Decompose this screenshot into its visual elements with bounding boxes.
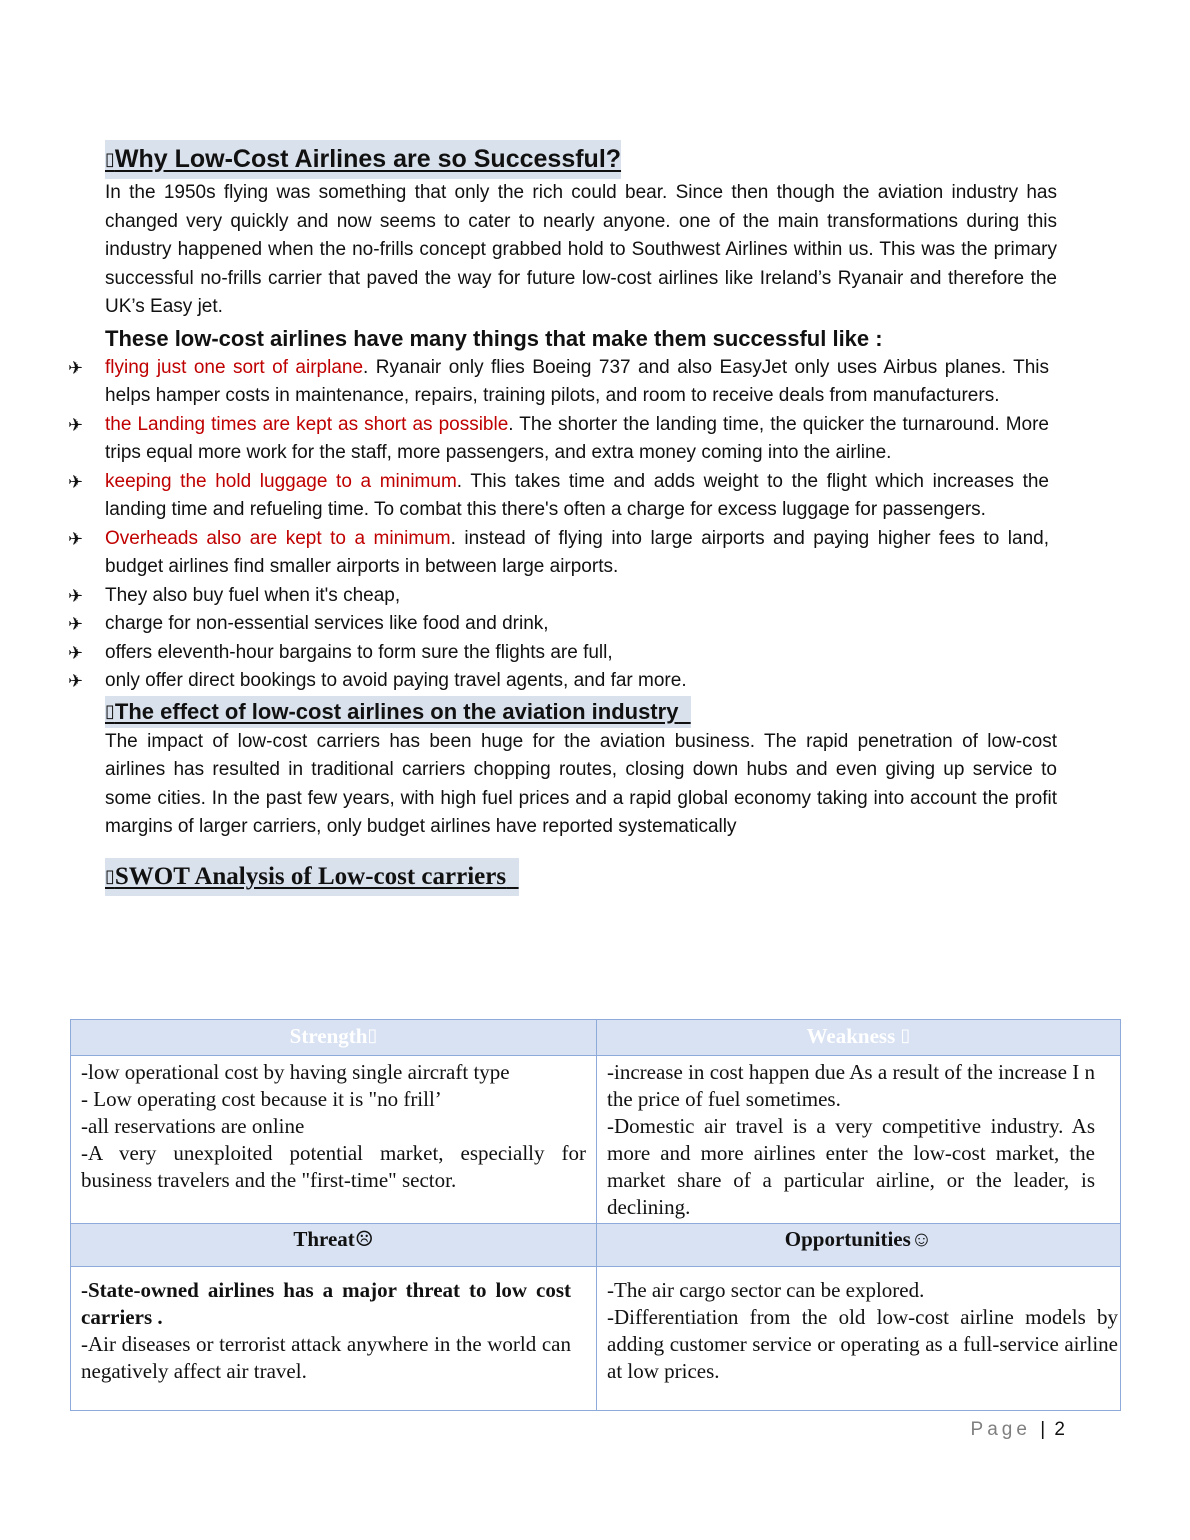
section-heading-text: The effect of low-cost airlines on the aviation industry [114, 698, 679, 724]
weakness-cell [597, 1056, 1121, 1224]
airplane-bullet-icon: ✈ [68, 614, 84, 634]
missing-glyph-icon: ▯ [105, 865, 115, 887]
strength-line: -all reservations are online [81, 1114, 305, 1138]
opportunities-header: Opportunities☺ [784, 1227, 933, 1251]
list-item [68, 639, 1049, 668]
bullet-text: They also buy fuel when it's cheap, [105, 584, 401, 606]
strength-line: - Low operating cost because it is "no frill’ [81, 1087, 442, 1111]
weakness-header: Weakness [806, 1024, 901, 1048]
threat-line-bold: -State-owned airlines has a major threat to low cost carriers . [81, 1278, 571, 1329]
opportunities-header-cell [597, 1224, 1121, 1267]
missing-glyph-icon: ▯ [900, 1025, 911, 1046]
page-number: 2 [1054, 1419, 1065, 1440]
list-item [68, 582, 1049, 611]
threat-header: Threat☹ [293, 1227, 374, 1251]
threat-header-cell [71, 1224, 597, 1267]
list-item [68, 525, 1049, 582]
bullet-text: . The shorter the landing time, the quicker the turnaround. More trips equal more work for the staff, more passengers, and extra money coming into the airline. [105, 413, 1049, 463]
airplane-bullet-icon: ✈ [68, 642, 84, 663]
bullet-text: offers eleventh-hour bargains to form sure the flights are full, [105, 641, 613, 663]
airplane-bullet-icon: ✈ [68, 471, 84, 492]
threat-cell [71, 1267, 597, 1411]
section-heading-why-successful [105, 140, 621, 179]
airplane-bullet-icon: ✈ [68, 671, 84, 691]
opportunity-line: -The air cargo sector can be explored. [607, 1278, 925, 1302]
opportunities-cell [597, 1267, 1121, 1411]
airplane-bullet-icon: ✈ [68, 357, 84, 378]
bullet-highlight: the Landing times are kept as short as possible [105, 413, 509, 435]
airplane-bullet-icon: ✈ [68, 528, 84, 549]
list-item [68, 411, 1049, 468]
bullet-highlight: keeping the hold luggage to a minimum [105, 470, 457, 492]
bullet-text: . Ryanair only flies Boeing 737 and also EasyJet only uses Airbus planes. This helps hamper costs in maintenance, repairs, training pilots, and room to receive deals from manufacturers. [105, 356, 1050, 406]
bullet-text: . instead of flying into large airports and paying higher fees to land, budget airlines find smaller airports in between large airports. [105, 527, 1049, 577]
effect-paragraph: The impact of low-cost carriers has been huge for the aviation business. The rapid penetration of low-cost airlines has resulted in traditional carriers chopping routes, closing down hubs and even giving up service to some cities. In the past few years, with high fuel prices and a rapid global economy taking into account the profit margins of larger carriers, only budget airlines have reported systematically [105, 730, 1057, 837]
list-item [68, 667, 1049, 696]
strength-header: Strength [289, 1024, 368, 1048]
missing-glyph-icon: ▯ [367, 1025, 378, 1046]
weakness-line: -Domestic air travel is a very competitive industry. As more and more airlines enter the low-cost market, the market share of a particular airline, or the leader, is declining. [607, 1114, 1095, 1219]
bullet-text: only offer direct bookings to avoid paying travel agents, and far more. [105, 670, 687, 691]
section-heading-effect [105, 696, 691, 728]
bullet-text: charge for non-essential services like food and drink, [105, 613, 549, 634]
strength-cell [71, 1056, 597, 1224]
page-content [68, 140, 1057, 896]
weakness-line: -increase in cost happen due As a result of the increase I n the price of fuel sometimes. [607, 1060, 1095, 1111]
page-footer [971, 1419, 1065, 1441]
success-factors-list [68, 354, 1050, 696]
page-separator: | [1040, 1419, 1046, 1440]
bullet-highlight: flying just one sort of airplane [105, 356, 364, 378]
list-item [68, 354, 1050, 411]
swot-table [70, 1019, 1121, 1411]
missing-glyph-icon: ▯ [105, 149, 115, 170]
bullet-highlight: Overheads also are kept to a minimum [105, 527, 451, 549]
intro-paragraph: In the 1950s flying was something that only the rich could bear. Since then though the aviation industry has changed very quickly and now seems to cater to nearly anyone. one of the main transformations during this industry happened when the no-frills concept grabbed hold to Southwest Airlines within us. This was the primary successful no-frills carrier that paved the way for future low-cost airlines like Ireland’s Ryanair and therefore the UK’s Easy jet. [105, 182, 1057, 317]
list-item [68, 468, 1049, 525]
list-item [68, 610, 1049, 639]
success-factors-subheading: These low-cost airlines have many things that make them successful like : [105, 325, 883, 351]
page-label: Page [970, 1419, 1031, 1440]
section-heading-text: Why Low-Cost Airlines are so Successful? [114, 145, 622, 173]
strength-line: -low operational cost by having single aircraft type [81, 1060, 510, 1084]
section-heading-swot [105, 858, 519, 896]
section-heading-text: SWOT Analysis of Low-cost carriers [114, 862, 507, 890]
missing-glyph-icon: ▯ [105, 700, 115, 722]
strength-line: -A very unexploited potential market, especially for business travelers and the "first-time" sector. [81, 1141, 586, 1192]
opportunity-line: -Differentiation from the old low-cost airline models by adding customer service or operating as a full-service airline at low prices. [607, 1305, 1118, 1383]
airplane-bullet-icon: ✈ [68, 414, 84, 435]
strength-header-cell [71, 1020, 597, 1056]
threat-line: -Air diseases or terrorist attack anywhere in the world can negatively affect air travel. [81, 1332, 571, 1383]
weakness-header-cell [597, 1020, 1121, 1056]
bullet-text: . This takes time and adds weight to the flight which increases the landing time and refueling time. To combat this there's often a charge for excess luggage for passengers. [105, 470, 1049, 520]
airplane-bullet-icon: ✈ [68, 585, 84, 606]
